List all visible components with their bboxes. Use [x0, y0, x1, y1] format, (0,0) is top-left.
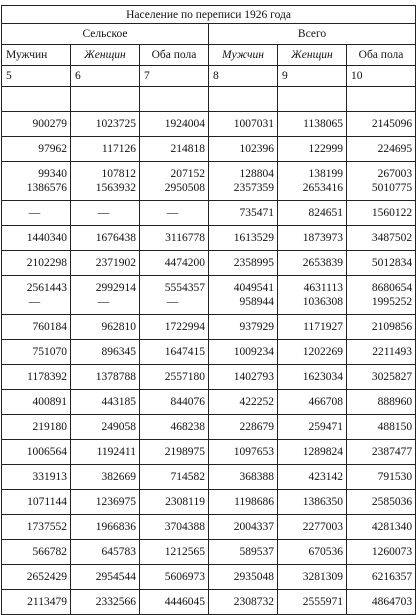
subheader-rural-both: Оба пола — [140, 45, 209, 66]
cell-value: 589537 — [239, 546, 274, 558]
table-cell — [140, 440, 209, 465]
table-cell — [209, 251, 278, 276]
cell-value: 844076 — [170, 396, 205, 408]
column-number-8: 8 — [209, 66, 278, 87]
table-cell — [278, 440, 347, 465]
cell-value: 1722994 — [164, 321, 205, 333]
table-cell — [278, 465, 347, 490]
blank-row — [2, 87, 416, 112]
table-title: Население по переписи 1926 года — [2, 6, 416, 24]
table-cell — [347, 490, 416, 515]
table-cell — [347, 137, 416, 162]
cell-value: 1440340 — [26, 232, 67, 244]
cell-value: 3487502 — [371, 232, 413, 244]
table-cell — [71, 365, 140, 390]
cell-value: 2145096 — [371, 118, 413, 130]
table-cell — [347, 112, 416, 137]
cell-value: 2585036 — [371, 496, 413, 508]
table-row — [2, 440, 416, 465]
subheader-total-both: Оба пола — [347, 45, 416, 66]
table-cell — [2, 590, 71, 615]
table-cell — [347, 365, 416, 390]
table-cell — [278, 251, 347, 276]
table-cell — [209, 112, 278, 137]
cell-value: 102396 — [239, 143, 274, 155]
cell-value: 670536 — [308, 546, 343, 558]
table-cell — [278, 137, 347, 162]
table-cell — [140, 340, 209, 365]
table-cell — [278, 276, 347, 315]
cell-value: 1402793 — [233, 371, 274, 383]
table-cell — [209, 490, 278, 515]
cell-value: 1171927 — [303, 321, 343, 333]
cell-value: 5606973 — [164, 571, 205, 583]
cell-value: 1737552 — [26, 521, 67, 533]
cell-value: 3116778 — [165, 232, 205, 244]
table-cell — [278, 201, 347, 226]
table-cell — [2, 465, 71, 490]
cell-value: 2102298 — [26, 257, 67, 269]
table-cell — [347, 540, 416, 565]
cell-value: 259471 — [308, 421, 343, 433]
table-cell — [2, 415, 71, 440]
cell-value: 468238 — [170, 421, 205, 433]
cell-value: 1192411 — [96, 446, 136, 458]
table-cell — [278, 226, 347, 251]
group-header-rural: Сельское — [2, 24, 209, 45]
cell-value: 3704388 — [164, 521, 205, 533]
column-number-10: 10 — [347, 66, 416, 87]
table-cell — [209, 315, 278, 340]
table-row — [2, 390, 416, 415]
table-cell — [140, 226, 209, 251]
table-cell — [2, 226, 71, 251]
table-cell — [71, 137, 140, 162]
cell-value: 958944 — [239, 296, 274, 308]
cell-value: 1378788 — [95, 371, 136, 383]
cell-value: 888960 — [377, 396, 413, 408]
cell-value: 2935048 — [233, 571, 274, 583]
cell-value: 2109856 — [371, 321, 413, 333]
table-cell — [71, 340, 140, 365]
table-cell — [71, 251, 140, 276]
cell-value: 1560122 — [371, 207, 413, 219]
table-cell — [347, 251, 416, 276]
cell-value: 422252 — [239, 396, 274, 408]
cell-value: 97962 — [38, 143, 67, 155]
table-cell — [209, 137, 278, 162]
cell-value: 138199 — [308, 168, 343, 180]
table-cell — [278, 340, 347, 365]
cell-value: 1178392 — [27, 371, 67, 383]
cell-value: 2557180 — [164, 371, 205, 383]
cell-value: 1198686 — [234, 496, 274, 508]
column-number-7: 7 — [140, 66, 209, 87]
column-number-9: 9 — [278, 66, 347, 87]
table-cell — [2, 440, 71, 465]
cell-value: 2387477 — [371, 446, 413, 458]
table-row — [2, 251, 416, 276]
table-row — [2, 226, 416, 251]
table-cell — [71, 276, 140, 315]
table-row — [2, 162, 416, 201]
table-cell — [2, 340, 71, 365]
cell-value: 2277003 — [302, 521, 343, 533]
table-cell — [347, 162, 416, 201]
cell-value: 2992914 — [95, 282, 136, 294]
table-cell — [140, 251, 209, 276]
cell-value: 382669 — [101, 471, 136, 483]
table-cell — [347, 340, 416, 365]
cell-value: 2653839 — [302, 257, 343, 269]
cell-value: 5010775 — [371, 182, 413, 194]
census-table — [1, 5, 416, 615]
cell-value: 2113479 — [27, 596, 67, 608]
table-row — [2, 540, 416, 565]
cell-value: 207152 — [170, 168, 205, 180]
cell-value: 1023725 — [95, 118, 136, 130]
cell-value: 224695 — [377, 143, 413, 155]
table-cell — [71, 490, 140, 515]
cell-value: 228679 — [239, 421, 274, 433]
cell-value: 5012834 — [371, 257, 413, 269]
table-cell — [278, 590, 347, 615]
cell-value: 1260073 — [371, 546, 413, 558]
table-cell — [2, 162, 71, 201]
cell-value: 1007031 — [233, 118, 274, 130]
table-cell — [209, 276, 278, 315]
cell-value: 2371902 — [95, 257, 136, 269]
cell-value: 2332566 — [95, 596, 136, 608]
table-cell — [140, 276, 209, 315]
table-cell — [209, 365, 278, 390]
cell-value: 214818 — [170, 143, 205, 155]
cell-value: 760184 — [32, 321, 67, 333]
table-cell — [140, 137, 209, 162]
table-cell — [278, 87, 347, 112]
table-cell — [209, 440, 278, 465]
table-cell — [347, 276, 416, 315]
table-cell — [209, 590, 278, 615]
table-cell — [71, 162, 140, 201]
cell-value: 1289824 — [302, 446, 343, 458]
table-cell — [347, 87, 416, 112]
cell-value: 1623034 — [302, 371, 343, 383]
cell-value: 128804 — [239, 168, 274, 180]
table-cell — [2, 315, 71, 340]
cell-value: 1386576 — [26, 182, 67, 194]
table-cell — [347, 565, 416, 590]
table-row — [2, 137, 416, 162]
cell-value: 1613529 — [233, 232, 274, 244]
cell-value: 3025827 — [371, 371, 413, 383]
cell-value: 2004337 — [233, 521, 274, 533]
subheader-total-women: Женщин — [278, 45, 347, 66]
cell-value: 8680654 — [371, 282, 413, 294]
table-cell — [140, 87, 209, 112]
table-cell — [278, 162, 347, 201]
table-cell — [2, 390, 71, 415]
table-cell — [2, 276, 71, 315]
cell-value: 267003 — [377, 168, 413, 180]
cell-value: 1138065 — [303, 118, 343, 130]
table-row — [2, 365, 416, 390]
cell-value: 331913 — [32, 471, 67, 483]
cell-value: 466708 — [308, 396, 343, 408]
table-cell — [71, 315, 140, 340]
table-cell — [347, 315, 416, 340]
cell-value: 962810 — [101, 321, 136, 333]
cell-value: 2555971 — [302, 596, 343, 608]
cell-value: 219180 — [32, 421, 67, 433]
table-row — [2, 490, 416, 515]
subheader-rural-men: Мужчин — [2, 45, 71, 66]
table-cell — [140, 490, 209, 515]
table-cell — [209, 540, 278, 565]
cell-value: 735471 — [239, 207, 274, 219]
table-cell — [71, 390, 140, 415]
cell-value: 6216357 — [371, 571, 413, 583]
subheader-total-men: Мужчин — [209, 45, 278, 66]
table-cell — [278, 540, 347, 565]
table-cell — [347, 201, 416, 226]
cell-value: — — [166, 207, 179, 219]
cell-value: 896345 — [101, 346, 136, 358]
table-cell — [140, 415, 209, 440]
cell-value: 1009234 — [233, 346, 274, 358]
cell-value: — — [97, 207, 110, 219]
cell-value: 1236975 — [95, 496, 136, 508]
table-cell — [2, 201, 71, 226]
table-row — [2, 465, 416, 490]
table-cell — [71, 565, 140, 590]
column-number-5: 5 — [2, 66, 71, 87]
table-cell — [71, 540, 140, 565]
table-cell — [140, 315, 209, 340]
column-number-6: 6 — [71, 66, 140, 87]
cell-value: 2357359 — [233, 182, 274, 194]
group-header-total: Всего — [209, 24, 416, 45]
cell-value: 1006564 — [26, 446, 67, 458]
cell-value: 2652429 — [26, 571, 67, 583]
table-cell — [209, 565, 278, 590]
table-cell — [140, 201, 209, 226]
cell-value: 2950508 — [164, 182, 205, 194]
cell-value: 3281309 — [302, 571, 343, 583]
table-row — [2, 590, 416, 615]
cell-value: — — [97, 296, 110, 308]
subheader-rural-women: Женщин — [71, 45, 140, 66]
table-cell — [2, 87, 71, 112]
table-cell — [140, 390, 209, 415]
table-cell — [278, 315, 347, 340]
table-cell — [2, 540, 71, 565]
cell-value: 1966836 — [95, 521, 136, 533]
cell-value: 751070 — [32, 346, 67, 358]
cell-value: 4864703 — [371, 596, 413, 608]
table-row — [2, 315, 416, 340]
table-cell — [140, 465, 209, 490]
cell-value: 1212565 — [164, 546, 205, 558]
cell-value: — — [28, 296, 41, 308]
table-cell — [71, 226, 140, 251]
cell-value: 5554357 — [164, 282, 205, 294]
table-cell — [278, 415, 347, 440]
table-row — [2, 201, 416, 226]
cell-value: 2308119 — [165, 496, 205, 508]
table-cell — [209, 415, 278, 440]
table-row — [2, 340, 416, 365]
cell-value: 1386350 — [302, 496, 343, 508]
cell-value: 4049541 — [233, 282, 274, 294]
cell-value: 566782 — [32, 546, 67, 558]
cell-value: 368388 — [239, 471, 274, 483]
table-cell — [209, 465, 278, 490]
cell-value: 2308732 — [233, 596, 274, 608]
table-cell — [209, 87, 278, 112]
cell-value: 1036308 — [302, 296, 343, 308]
table-cell — [209, 340, 278, 365]
cell-value: 4446045 — [164, 596, 205, 608]
table-cell — [209, 201, 278, 226]
cell-value: 1202269 — [302, 346, 343, 358]
cell-value: 791530 — [377, 471, 413, 483]
cell-value: 99340 — [38, 168, 67, 180]
table-cell — [140, 112, 209, 137]
table-cell — [347, 465, 416, 490]
cell-value: 1097653 — [233, 446, 274, 458]
cell-value: 1995252 — [371, 296, 413, 308]
cell-value: 117126 — [101, 143, 136, 155]
cell-value: 1873973 — [302, 232, 343, 244]
table-cell — [71, 590, 140, 615]
cell-value: 107812 — [101, 168, 136, 180]
cell-value: 1563932 — [95, 182, 136, 194]
cell-value: 1676438 — [95, 232, 136, 244]
table-cell — [278, 565, 347, 590]
cell-value: 1647415 — [164, 346, 205, 358]
cell-value: 423142 — [308, 471, 343, 483]
cell-value: 2198975 — [164, 446, 205, 458]
table-cell — [2, 112, 71, 137]
table-cell — [278, 390, 347, 415]
cell-value: 4281340 — [371, 521, 413, 533]
cell-value: 2954544 — [95, 571, 136, 583]
table-cell — [209, 226, 278, 251]
cell-value: 900279 — [32, 118, 67, 130]
cell-value: 249058 — [101, 421, 136, 433]
cell-value: 2653416 — [302, 182, 343, 194]
cell-value: — — [28, 207, 41, 219]
cell-value: 2358995 — [233, 257, 274, 269]
table-cell — [2, 251, 71, 276]
cell-value: 1924004 — [164, 118, 205, 130]
table-cell — [2, 565, 71, 590]
cell-value: 645783 — [101, 546, 136, 558]
cell-value: 2561443 — [26, 282, 67, 294]
table-cell — [2, 365, 71, 390]
table-cell — [140, 162, 209, 201]
table-cell — [209, 162, 278, 201]
table-cell — [2, 490, 71, 515]
table-cell — [2, 137, 71, 162]
cell-value: 400891 — [32, 396, 67, 408]
table-row — [2, 276, 416, 315]
table-cell — [71, 465, 140, 490]
table-cell — [140, 540, 209, 565]
table-cell — [347, 590, 416, 615]
cell-value: 937929 — [239, 321, 274, 333]
table-cell — [347, 415, 416, 440]
cell-value: 4631113 — [303, 282, 343, 294]
cell-value: 443185 — [101, 396, 136, 408]
table-cell — [140, 365, 209, 390]
table-cell — [278, 490, 347, 515]
table-body — [2, 87, 416, 615]
table-cell — [71, 415, 140, 440]
table-cell — [347, 390, 416, 415]
table-row — [2, 415, 416, 440]
cell-value: 2211493 — [372, 346, 413, 358]
table-cell — [140, 565, 209, 590]
table-cell — [71, 87, 140, 112]
table-row — [2, 565, 416, 590]
table-cell — [71, 440, 140, 465]
table-cell — [71, 112, 140, 137]
cell-value: 488150 — [377, 421, 413, 433]
cell-value: 714582 — [170, 471, 205, 483]
cell-value: 1071144 — [27, 496, 67, 508]
table-cell — [140, 590, 209, 615]
cell-value: 4474200 — [164, 257, 205, 269]
table-cell — [347, 226, 416, 251]
cell-value: 122999 — [308, 143, 343, 155]
table-row — [2, 112, 416, 137]
table-cell — [71, 201, 140, 226]
table-cell — [278, 365, 347, 390]
table-cell — [278, 112, 347, 137]
table-cell — [209, 390, 278, 415]
cell-value: — — [166, 296, 179, 308]
table-cell — [347, 440, 416, 465]
cell-value: 824651 — [308, 207, 343, 219]
